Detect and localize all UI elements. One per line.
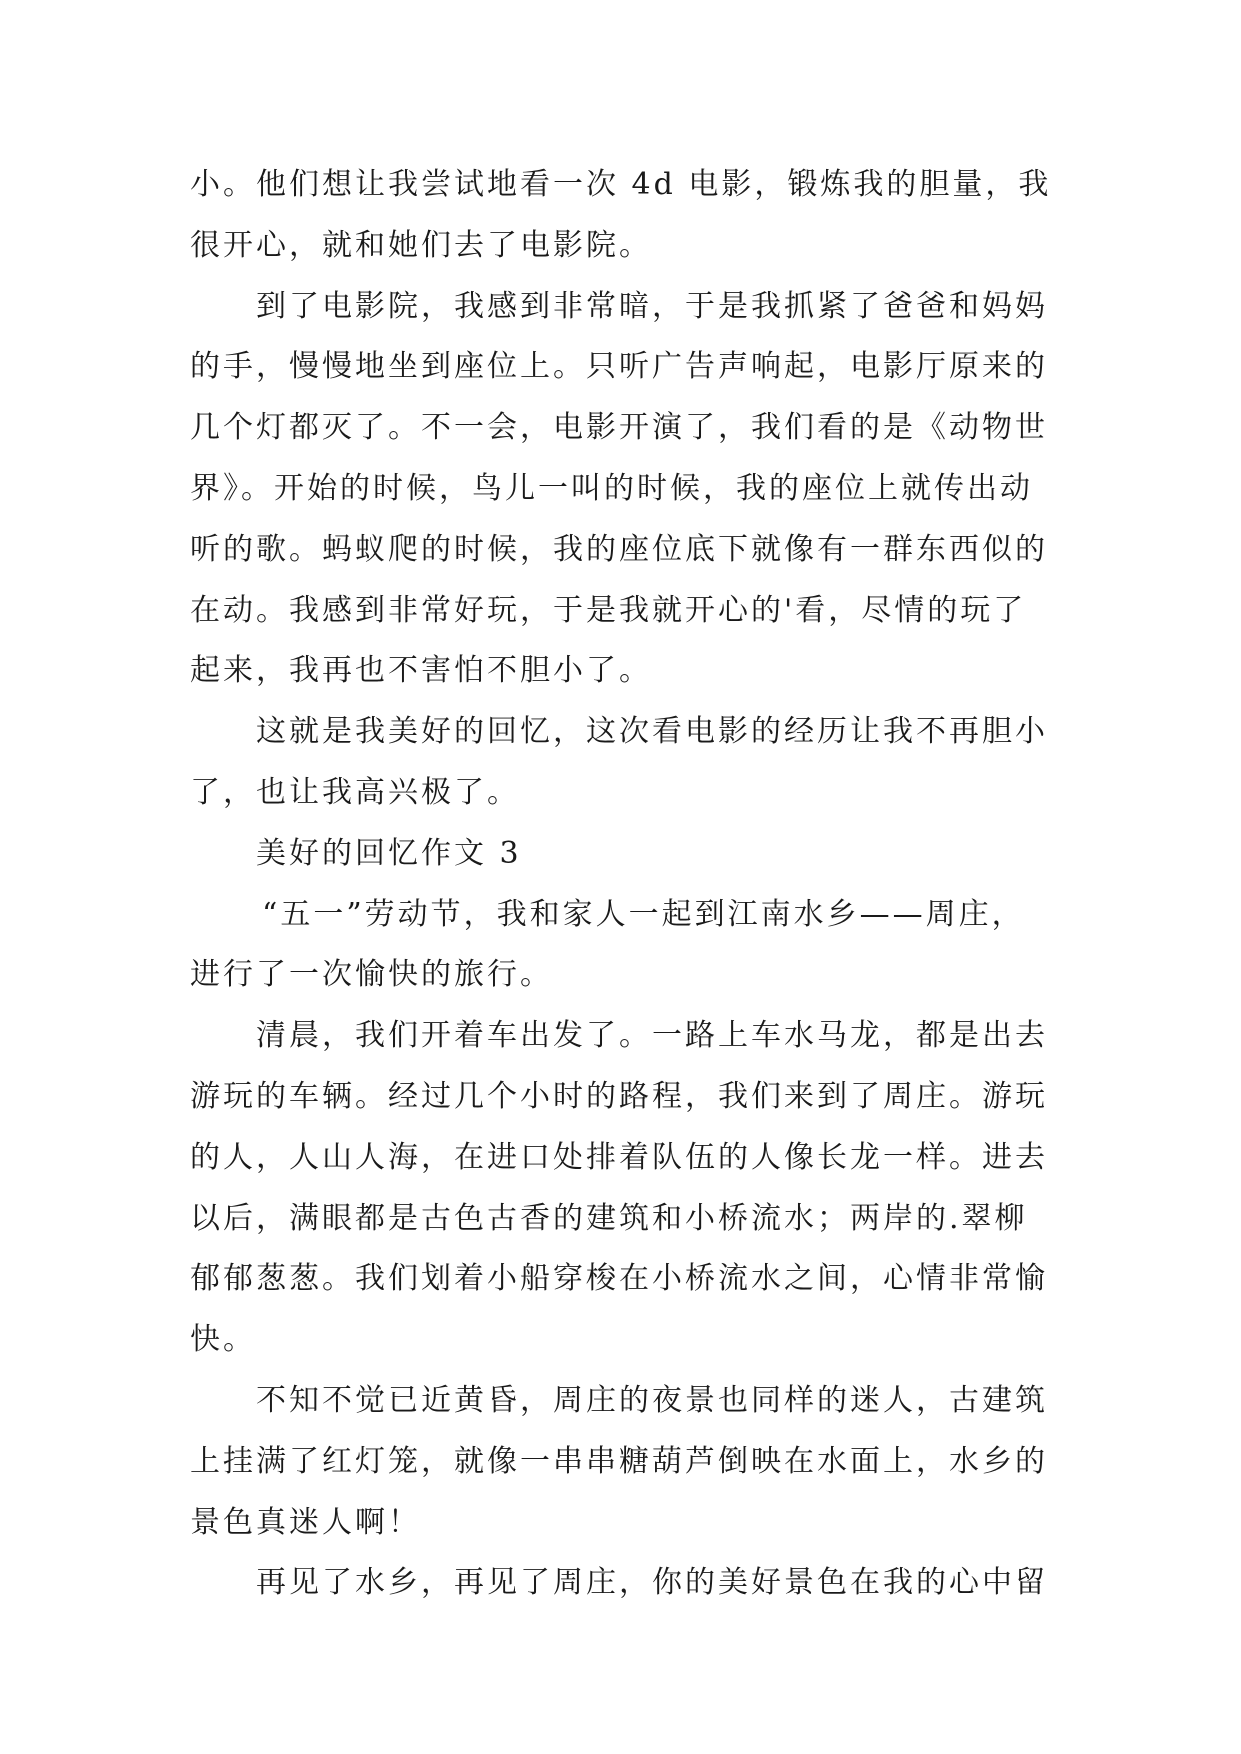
paragraph-first-line: 这就是我美好的回忆，这次看电影的经历让我不再胆小 — [256, 714, 1048, 750]
text-line: 了，也让我高兴极了。 — [190, 774, 520, 810]
text-line: 小。他们想让我尝试地看一次 4d 电影，锻炼我的胆量，我 — [190, 167, 1052, 202]
section-heading: 美好的回忆作文 3 — [256, 835, 522, 871]
text-line: 在动。我感到非常好玩，于是我就开心的'看，尽情的玩了 — [190, 592, 1027, 628]
paragraph-first-line: “五一”劳动节，我和家人一起到江南水乡——周庄， — [262, 896, 1025, 932]
document-body — [190, 155, 1050, 1614]
text-line: 景色真迷人啊！ — [190, 1504, 421, 1540]
text-line: 上挂满了红灯笼，就像一串串糖葫芦倒映在水面上，水乡的 — [190, 1443, 1048, 1479]
paragraph-first-line: 再见了水乡，再见了周庄，你的美好景色在我的心中留 — [256, 1565, 1048, 1601]
paragraph-first-line: 清晨，我们开着车出发了。一路上车水马龙，都是出去 — [256, 1018, 1048, 1054]
text-line: 起来，我再也不害怕不胆小了。 — [190, 653, 652, 689]
text-line: 听的歌。蚂蚁爬的时候，我的座位底下就像有一群东西似的 — [190, 531, 1048, 567]
text-line: 进行了一次愉快的旅行。 — [190, 957, 553, 993]
text-line: 的手，慢慢地坐到座位上。只听广告声响起，电影厅原来的 — [190, 349, 1048, 385]
paragraph-first-line: 到了电影院，我感到非常暗，于是我抓紧了爸爸和妈妈 — [256, 288, 1048, 324]
text-line: 界》。开始的时候，鸟儿一叫的时候，我的座位上就传出动 — [190, 470, 1033, 506]
text-line: 快。 — [190, 1322, 256, 1358]
text-line: 游玩的车辆。经过几个小时的路程，我们来到了周庄。游玩 — [190, 1078, 1048, 1114]
text-line: 几个灯都灭了。不一会，电影开演了，我们看的是《动物世 — [190, 410, 1048, 446]
text-line: 以后，满眼都是古色古香的建筑和小桥流水；两岸的.翠柳 — [190, 1200, 1028, 1236]
text-line: 郁郁葱葱。我们划着小船穿梭在小桥流水之间，心情非常愉 — [190, 1261, 1048, 1297]
text-line: 的人，人山人海，在进口处排着队伍的人像长龙一样。进去 — [190, 1139, 1048, 1175]
paragraph-first-line: 不知不觉已近黄昏，周庄的夜景也同样的迷人，古建筑 — [256, 1382, 1048, 1418]
text-line: 很开心，就和她们去了电影院。 — [190, 227, 652, 263]
